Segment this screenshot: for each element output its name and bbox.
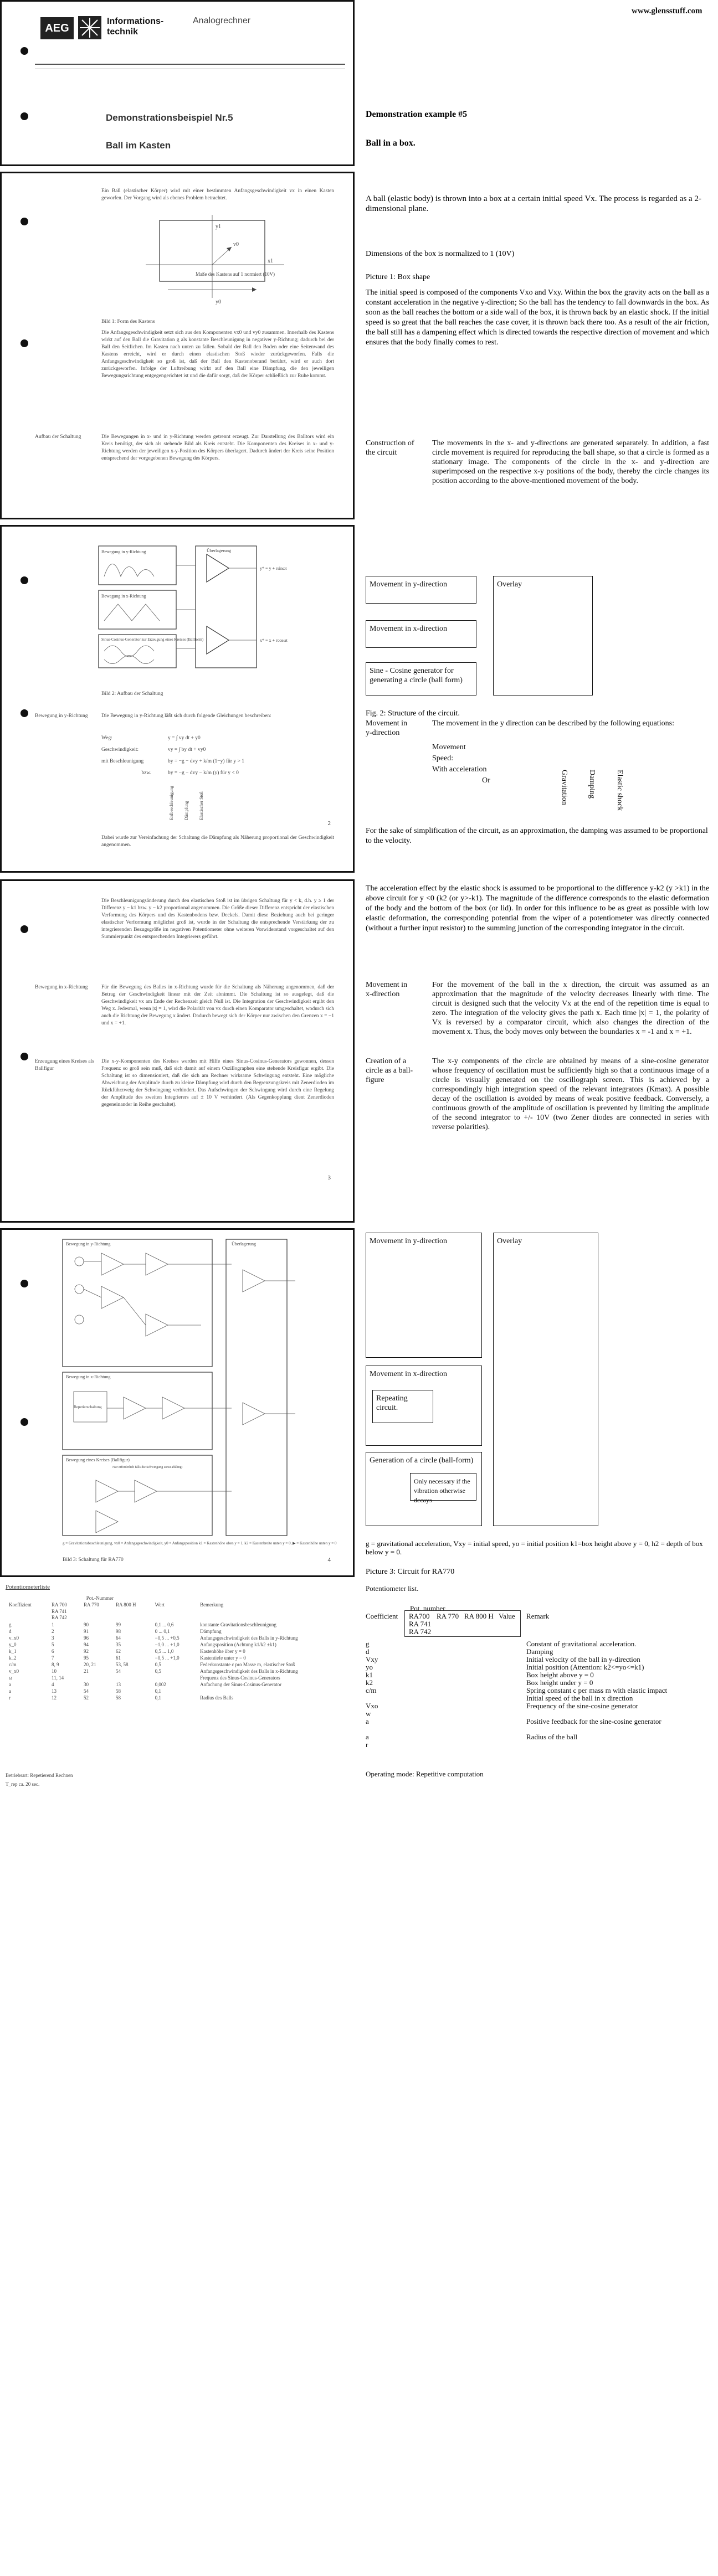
table-cell: 13: [115, 1682, 121, 1687]
en-circuit-xmove: Movement in x-direction: [366, 1366, 482, 1446]
table-cell: 91: [83, 1629, 89, 1634]
circuit-note-de: Nur erforderlich falls die Schwingung sonst abklingt: [112, 1466, 183, 1469]
table-cell: −0,5 ... +1,0: [155, 1655, 180, 1661]
table-cell: 0,5: [155, 1662, 161, 1667]
time-de: T_rep ca. 20 sec.: [6, 1781, 40, 1787]
title-en: Demonstration example #5: [366, 110, 468, 119]
en-coeff-item: k2: [366, 1678, 373, 1687]
table-row: [6, 1635, 349, 1641]
para2-de: Die Anfangsgeschwindigkeit setzt sich aus den Komponenten vx0 und vy0 zusammen. Innerhalb des Kastens wirkt auf den Ball die Gravitation g als konstante Beschleunigung in negativer y-Richtung; dadurch bei der Ball den Seitlichen. Im Kasten nach unten zu fallen. Sobald der Ball den Boden oder eine Seitenwand des Kastens erreicht, wird er durch einen elastischen Stoß wieder zurückgeworfen. Falls die Anfangsgeschwindigkeit so groß ist, daß der Ball den Kastenoberand berührt, wird er auch dort zurückgeworfen. Infolge der Luftreibung wirkt auf den Ball eine Dämpfung, die den jeweiligen Bewegungsrichtung entgegengerichtet ist und die dafür sorgt, daß der Körper schließlich zur Ruhe kommt.: [101, 330, 334, 379]
col-ra-1: RA 700: [52, 1602, 67, 1608]
simplify-de: Dabei wurde zur Vereinfachung der Schaltung die Dämpfung als Näherung proportional der Geschwindigkeit angenommen.: [101, 835, 334, 848]
table-cell: k_1: [9, 1648, 17, 1654]
table-cell: Anfangsgeschwindigkeit des Balls in y-Richtung: [200, 1635, 298, 1641]
table-cell: d: [9, 1629, 12, 1634]
ymove-label-en: Movement in y-direction: [366, 719, 408, 737]
punch-hole: [20, 47, 28, 55]
table-row: [6, 1628, 349, 1635]
table-row: [6, 1621, 349, 1628]
eq-beschl: by = −g − dvy + k/m (1−y) für y > 1: [168, 759, 244, 764]
en-coeff-item: c/m: [366, 1686, 377, 1694]
page-number: 2: [327, 820, 331, 827]
table-cell: 94: [83, 1642, 89, 1647]
eq-gesch-label: Geschwindigkeit:: [101, 747, 139, 753]
en-mode: Operating mode: Repetitive computation: [366, 1770, 484, 1778]
en-circuit-overlay: Overlay: [493, 1233, 598, 1526]
table-cell: 92: [83, 1648, 89, 1654]
table-cell: c/m: [9, 1662, 17, 1667]
table-cell: Anfangsgeschwindigkeit des Balls in x-Richtung: [200, 1668, 298, 1674]
circuit-legend-en: g = gravitational acceleration, Vxy = initial speed, yo = initial position k1=box height above y = 0, h2 = depth of box below y = 0.: [366, 1539, 703, 1556]
table-cell: 7: [52, 1655, 54, 1661]
table-cell: Kastentiefe unter y = 0: [200, 1655, 246, 1661]
en-remark-item: [526, 1710, 709, 1718]
table-cell: 5: [52, 1642, 54, 1647]
en-remark-item: Positive feedback for the sine-cosine generator: [526, 1717, 661, 1725]
simplify-en: For the sake of simplification of the circuit, as an approximation, the damping was assumed to be proportional to the velocity.: [366, 827, 708, 845]
eq-col-gravity-de: Erdbeschleunigung: [169, 786, 174, 820]
para2-en: The initial speed is composed of the components Vxo and Vxy. Within the box the gravity acts on the ball as a constant acceleration in the negative y-direction; So the ball has the tendency to fall downwards in the box. As soon as the ball reaches the bottom or a side wall of the box, it is thrown back by an elastic shock. If the initial speed is so great that the ball reaches the case cover, it is thrown back there too. As a result of the air friction, the ball still has a dampening effect which is directed towards the respective direction of movement and which ensures that the body finally comes to rest.: [366, 288, 709, 347]
eq-weg: y = ∫ vy dt + y0: [168, 735, 201, 741]
en-coeff-item: [366, 1694, 378, 1702]
table-cell: 6: [52, 1648, 54, 1654]
cover-page: [0, 0, 355, 166]
table-cell: y_0: [9, 1642, 17, 1647]
table-cell: −1,0 ... +1,0: [155, 1642, 180, 1647]
table-cell: 52: [83, 1695, 89, 1701]
circuit-ymove-de: Bewegung in y-Richtung: [66, 1241, 111, 1246]
subtitle-de: Ball im Kasten: [106, 140, 171, 151]
xmove-label-de: Bewegung in x-Richtung: [35, 985, 88, 990]
table-cell: Kastenhöhe über y = 0: [200, 1648, 245, 1654]
block1-label-de: Bewegung in y-Richtung: [101, 549, 146, 554]
ymove-label-de: Bewegung in y-Richtung: [35, 713, 88, 719]
table-cell: 0 ... 0,1: [155, 1629, 170, 1634]
table-cell: Radius des Balls: [200, 1695, 234, 1701]
table-cell: g: [9, 1622, 12, 1627]
en-col-ra-2: RA 770: [437, 1612, 459, 1620]
table-cell: 3: [52, 1635, 54, 1641]
en-circuit-ymove: Movement in y-direction: [366, 1233, 482, 1358]
circuit-legend-de: g = Gravitationsbeschleunigung, vx0 = Anfangsgeschwindigkeit, y0 = Anfangsposition k1 = Kastenhöhe oben y = 1, k2 = Kastenbreite unten y = 0, ▶ = Kastenhöhe unten y = 0: [63, 1541, 337, 1545]
eq-weg-label: Weg:: [101, 735, 112, 741]
col-ra-3: RA 800 H: [115, 1602, 136, 1608]
table-cell: 54: [115, 1668, 121, 1674]
eq-or-en: Or: [482, 776, 490, 785]
table-cell: 12: [52, 1695, 57, 1701]
intro-de: Ein Ball (elastischer Körper) wird mit einer bestimmten Anfangsgeschwindigkeit vx in einen Kasten geworfen. Der Vorgang wird als ebenes Problem betrachtet.: [101, 188, 334, 201]
ymove-de: Die Bewegung in y-Richtung läßt sich durch folgende Gleichungen beschreiben:: [101, 713, 271, 719]
table-cell: 0,5 ... 1,0: [155, 1648, 174, 1654]
table-cell: 54: [83, 1688, 89, 1694]
table-cell: 0,002: [155, 1682, 166, 1687]
table-row: [6, 1641, 349, 1648]
fig1-caption-de: Bild 1: Form des Kastens: [101, 319, 155, 324]
eq-bzw-label: bzw.: [141, 770, 151, 776]
en-remark-item: Spring constant c per mass m with elastic impact: [526, 1686, 668, 1694]
col-pot-de: Pot.-Nummer: [86, 1595, 114, 1601]
en-coeff-item: k1: [366, 1671, 373, 1679]
table-cell: 61: [115, 1655, 121, 1661]
table-cell: 90: [83, 1622, 89, 1627]
xmove-de: Für die Bewegung des Balles in x-Richtung wurde für die Schaltung als Näherung angenommen, daß der Betrag der Geschwindigkeit linear mit der Zeit abnimmt. Die Schaltung ist so ausgelegt, daß die Geschwindigkeit vx am Ende der Rechenzeit gleich Null ist. Die Integration der Geschwindigkeit ergibt den Weg x. Jedesmal, wenn |x| = 1, wird die Polarität von vx durch einen Komparator umgeschaltet, wodurch sich auch die Richtung der Bewegung x ändert. Dadurch bewegt sich der Körper nur zwischen den Grenzen x = −1 und x = +1.: [101, 985, 334, 1026]
table-cell: Federkonstante c pro Masse m, elastischer Stoß: [200, 1662, 295, 1667]
en-col-ra-sub-2: RA 742: [409, 1627, 432, 1636]
en-col-coeff: Coefficient: [366, 1612, 398, 1620]
punch-hole: [20, 339, 28, 347]
eq-accel-en: With acceleration: [432, 765, 487, 774]
en-remark-item: Initial velocity of the ball in y-direction: [526, 1655, 640, 1663]
fig3-caption-de: Bild 3: Schaltung für RA770: [63, 1557, 124, 1563]
table-row: [6, 1648, 349, 1655]
table-cell: −0,5 ... +0,5: [155, 1635, 180, 1641]
title-de: Demonstrationsbeispiel Nr.5: [106, 112, 233, 123]
table-cell: Anfangsposition (Achtung k1/k2 ±k1): [200, 1642, 276, 1647]
en-remark-item: Radius of the ball: [526, 1733, 578, 1741]
out-y: y* = y + rsinωt: [260, 566, 287, 571]
en-col-pot: Pot. number: [410, 1604, 445, 1612]
en-coeff-item: yo: [366, 1663, 373, 1671]
fig3-caption-en: Picture 3: Circuit for RA770: [366, 1568, 455, 1576]
table-cell: Frequenz des Sinus-Cosinus-Generators: [200, 1675, 280, 1681]
en-circuit-circle: Generation of a circle (ball-form): [366, 1452, 482, 1526]
en-col-ra-1: RA700: [409, 1612, 430, 1620]
table-cell: 30: [83, 1682, 89, 1687]
table-cell: 0,1 ... 0,6: [155, 1622, 174, 1627]
cover-rule: [35, 64, 345, 69]
table-title-de: Potentiometerliste: [6, 1584, 50, 1590]
en-col-value: Value: [499, 1612, 515, 1620]
en-remark-item: Initial speed of the ball in x direction: [526, 1694, 633, 1702]
en-remark-item: Box height above y = 0: [526, 1671, 594, 1679]
label-x1: x1: [268, 258, 273, 264]
en-table: [366, 1585, 709, 1795]
table-cell: Anfachung der Sinus-Cosinus-Generator: [200, 1682, 282, 1687]
overlay-label-de: Überlagerung: [207, 548, 231, 553]
en-col-ra-3: RA 800 H: [464, 1612, 494, 1620]
col-ra-sub-1: RA 741: [52, 1609, 67, 1614]
table-cell: a: [9, 1688, 11, 1694]
col-gravity-en: Gravitation: [560, 770, 568, 805]
page-number: 3: [327, 1174, 331, 1181]
table-cell: 96: [83, 1635, 89, 1641]
en-remark-item: Frequency of the sine-cosine generator: [526, 1702, 639, 1710]
eq-movement-en: Movement: [432, 743, 466, 751]
eq-col-shock-de: Elastischer Stoß: [199, 791, 204, 820]
table-cell: 62: [115, 1648, 121, 1654]
label-v0: v0: [233, 241, 239, 248]
en-header-frame: [404, 1610, 521, 1637]
en-coeff-item: Vxo: [366, 1702, 378, 1710]
structure-diagram: [96, 543, 340, 682]
eq-bzw: by = −g − dvy − k/m (y) für y < 0: [168, 770, 239, 776]
col-bem-de: Bemerkung: [200, 1602, 224, 1608]
picture1-en: Picture 1: Box shape: [366, 273, 430, 281]
table-cell: v_x0: [9, 1668, 19, 1674]
punch-hole: [20, 709, 28, 717]
brand-line-2: technik: [107, 27, 139, 37]
para1-de: Die Beschleunigungsänderung durch den elastischen Stoß ist im übrigen Schaltung für y < k, d.h. y ≥ 1 der Differenz y − k1 bzw. y − k2 proportional angenommen. Die Größe dieser Differenz entspricht der elastischen Verformung des Körpers und des Kastenbodens bzw. Deckels. Damit diese Beziehung auch bei geringer elastischer Verformung möglichst groß ist, wurde in der Schaltung die entsprechende Verstärkung der zu integrierenden Bezugsgröße im negativen Potentiometer ohne weiteren Vorwiderstand vorgeschaltet auf den Summierpunkt des entsprechenden Integrierers geführt.: [101, 898, 334, 940]
table-cell: 13: [52, 1688, 57, 1694]
circuit-circle-de: Bewegung eines Kreises (Ballfigur): [66, 1457, 130, 1462]
product-name: Analogrechner: [193, 16, 251, 25]
circuit-overlay-de: Überlagerung: [232, 1241, 256, 1246]
table-cell: 4: [52, 1682, 54, 1687]
aeg-logo: AEG: [40, 17, 74, 39]
table-cell: 8, 9: [52, 1662, 59, 1667]
aeg-emblem-icon: [77, 15, 102, 40]
table-row: [6, 1694, 349, 1701]
box-shape-figure: [101, 215, 334, 312]
table-cell: 95: [83, 1655, 89, 1661]
block2-label-de: Bewegung in x-Richtung: [101, 594, 146, 599]
brand-line-1: Informations-: [107, 17, 164, 26]
table-row: [6, 1655, 349, 1661]
subtitle-en: Ball in a box.: [366, 138, 416, 148]
fig2-caption-de: Bild 2: Aufbau der Schaltung: [101, 691, 163, 697]
table-cell: 11, 14: [52, 1675, 64, 1681]
table-cell: v_x0: [9, 1635, 19, 1641]
col-wert-de: Wert: [155, 1602, 165, 1608]
table-cell: 35: [115, 1642, 121, 1647]
table-row: [6, 1668, 349, 1675]
aufbau-de: Die Bewegungen in x- und in y-Richtung werden getrennt erzeugt. Zur Darstellung des Balltors wird ein Kreis benötigt, der sich als stehende Bild als Kreis entsteht. Die Komponenten des Kreises in x- und y-Richtung werden der jeweiligen x-y-Position des Körpers überlagert. Dadurch ändert der Kreis seine Position entsprechend der vorgegebenen Bewegung des Körpers.: [101, 434, 334, 461]
en-circuit-note: Only necessary if the vibration otherwise decays: [410, 1473, 476, 1501]
scan-page-5: [0, 1584, 355, 1794]
en-box-overlay: Overlay: [493, 576, 593, 695]
en-coeff-item: [366, 1725, 378, 1733]
en-box-xmove: Movement in x-direction: [366, 620, 476, 648]
en-coeff-item: d: [366, 1647, 370, 1656]
col-shock-en: Elastic shock: [616, 770, 624, 811]
col-koeff-de: Koeffizient: [9, 1602, 32, 1608]
table-cell: [80, 1675, 112, 1681]
scan-page-4: [0, 1228, 355, 1577]
table-row: [6, 1661, 349, 1668]
table-cell: 58: [115, 1695, 121, 1701]
table-cell: 64: [115, 1635, 121, 1641]
table-cell: 0,5: [155, 1668, 161, 1674]
en-coeff-item: a: [366, 1733, 369, 1741]
en-coeff-item: Vxy: [366, 1655, 378, 1663]
punch-hole: [20, 576, 28, 584]
circle-en: The x-y components of the circle are obtained by means of a sine-cosine generator whose frequency of oscillation must be sufficiently high so that a continuous image of a circle is visually generated on the oscillograph screen. This is achieved by a correspondingly high integration speed of the relevant integrators (Kmax). A possible decay of the oscillation is avoided by means of weak positive feedback. Conversely, a continuous growth of the amplitude of oscillation is prevented by limiting the amplitude of the second integrator to +/- 10V (two Zener diodes are connected in series with reverse polarities).: [432, 1057, 709, 1131]
ymove-en: The movement in the y direction can be described by the following equations:: [432, 719, 674, 728]
en-box-sine: Sine - Cosine generator for generating a circle (ball form): [366, 662, 476, 695]
en-box-ymove: Movement in y-direction: [366, 576, 476, 604]
site-url[interactable]: www.glensstuff.com: [632, 7, 702, 16]
en-circuit-repeat: Repeating circuit.: [372, 1390, 433, 1423]
page-number: 4: [327, 1557, 331, 1563]
table-row: [6, 1688, 349, 1694]
table-cell: 10: [52, 1668, 57, 1674]
mode-de: Betriebsart: Repetierend Rechnen: [6, 1773, 73, 1778]
para1-en: The acceleration effect by the elastic shock is assumed to be proportional to the difference y-k2 (y >k1) in the above circuit for y <0 (k2 (or y>-k1). The magnitude of the difference corresponds to the elastic deformation of the body and the bottom of the box (or lid). In order for this influence to be as great as possible with low elastic deformation, the corresponding potential from the wiper of a potentiometer was directly connected (without a further input resistor) to the summing junction of the corresponding integrator in the circuit.: [366, 884, 709, 932]
punch-hole: [20, 1418, 28, 1426]
punch-hole: [20, 1280, 28, 1287]
construction-en: The movements in the x- and y-directions are generated separately. In addition, a fast circle movement is required for reproducing the ball shape, so that a circle is formed as a stationary image. The components of the circle in the x- and y-direction are superimposed on the respective x-y positions of the body, thereby the circle changes its position according to the above-mentioned movement of the body.: [432, 439, 709, 485]
en-remark-item: [526, 1725, 709, 1733]
table-cell: [112, 1675, 152, 1681]
construction-label-en: Construction of the circuit: [366, 439, 414, 457]
scan-page-2: [0, 525, 355, 873]
en-remark-item: Damping: [526, 1647, 553, 1656]
en-coeff-item: w: [366, 1709, 371, 1718]
circle-label-en: Creation of a circle as a ball-figure: [366, 1057, 413, 1084]
col-damping-en: Damping: [588, 770, 596, 799]
eq-speed-en: Speed:: [432, 754, 454, 763]
en-coeff-item: a: [366, 1717, 369, 1725]
circuit-repeat-de: Repetierschaltung: [74, 1405, 102, 1409]
scan-page-3: [0, 879, 355, 1223]
out-x: x* = x + rcosωt: [260, 638, 288, 643]
circle-label-de: Erzeugung eines Kreises als Ballfigur: [35, 1059, 94, 1071]
table-cell: 53, 58: [115, 1662, 129, 1667]
table-cell: 99: [115, 1622, 121, 1627]
table-cell: k_2: [9, 1655, 17, 1661]
dimensions-en: Dimensions of the box is normalized to 1 (10V): [366, 250, 515, 258]
en-table-title: Potentiometer list.: [366, 1584, 419, 1593]
en-remark-item: Initial position (Attention: k2<=yo<=k1): [526, 1663, 644, 1671]
table-cell: 0,1: [155, 1695, 161, 1701]
table-cell: 98: [115, 1629, 121, 1634]
eq-gesch: vy = ∫ by dt + vy0: [168, 747, 206, 753]
col-ra-sub-2: RA 742: [52, 1615, 67, 1620]
table-row: [6, 1681, 349, 1688]
table-cell: [197, 1688, 349, 1694]
en-coeff-item: g: [366, 1640, 370, 1648]
xmove-en: For the movement of the ball in the x direction, the circuit was assumed as an approximation that the magnitude of the velocity decreases linearly with time. The circuit is designed such that the velocity Vx at the end of the repetition time is equal to zero. The integration of the velocity gives the path x. Each time |x| = 1, the polarity of Vx is reversed by a comparator circuit, which also changes the direction of the movement x. Thus, the body moves only between the boundaries x = -1 and x = +1.: [432, 981, 709, 1036]
xmove-label-en: Movement in x-direction: [366, 981, 408, 998]
label-y1: y1: [216, 224, 221, 230]
table-cell: ω: [9, 1675, 12, 1681]
table-cell: 0,1: [155, 1688, 161, 1694]
table-cell: 20, 21: [83, 1662, 96, 1667]
aufbau-label-de: Aufbau der Schaltung: [35, 434, 81, 440]
fig2-caption-en: Fig. 2: Structure of the circuit.: [366, 709, 460, 718]
punch-hole: [20, 925, 28, 933]
intro-en: A ball (elastic body) is thrown into a box at a certain initial speed Vx. The process is regarded as a 2-dimensional plane.: [366, 194, 701, 213]
table-row: [6, 1675, 349, 1681]
col-ra-2: RA 770: [83, 1602, 99, 1608]
table-cell: [152, 1675, 197, 1681]
eq-col-damping-de: Dämpfung: [184, 801, 189, 820]
circle-de: Die x-y-Komponenten des Kreises werden mit Hilfe eines Sinus-Cosinus-Generators gewonnen, dessen Frequenz so groß sein muß, daß sich damit auf einem Oszillographen eine stehende Kreisfigur ergibt. Die Schaltung ist so dimensioniert, daß die sich am Rechner wirksame Schwingung entsteht. Eine mögliche Abweichung der Amplitude durch zu kleine Dämpfung wird durch den Begrenzungskreis mit Zenerdioden im Rückführzweig der Schwingung verhindert. Das Aufschwingen der Schwingung wird durch eine Regelung der Amplitude des zweiten Integrierers auf ± 10 V verhindert. (Als Gegenkopplung dient Zenerdioden gegeneinander in Reihe geschaltet).: [101, 1059, 334, 1107]
table-cell: 2: [52, 1629, 54, 1634]
table-cell: 58: [115, 1688, 121, 1694]
en-remark-item: Box height under y = 0: [526, 1678, 593, 1687]
punch-hole: [20, 218, 28, 225]
en-col-remark: Remark: [526, 1612, 550, 1620]
punch-hole: [20, 1053, 28, 1060]
circuit-xmove-de: Bewegung in x-Richtung: [66, 1374, 111, 1379]
eq-beschl-label: mit Beschleunigung: [101, 759, 144, 764]
en-col-ra-sub-1: RA 741: [409, 1620, 432, 1628]
table-cell: Dämpfung: [200, 1629, 222, 1634]
block3-label-de: Sinus-Cosinus-Generator zur Erzeugung eines Kreises (Ballform): [101, 637, 204, 642]
table-cell: a: [9, 1682, 11, 1687]
table-cell: r: [9, 1695, 11, 1701]
punch-hole: [20, 112, 28, 120]
pot-table-de: [6, 1595, 349, 1701]
table-cell: 1: [52, 1622, 54, 1627]
scan-page-1: [0, 172, 355, 519]
label-y0: y0: [216, 299, 221, 305]
en-coeff-item: r: [366, 1740, 368, 1749]
box-dim-note-de: Maße des Kastens auf 1 normiert (10V): [196, 271, 275, 277]
table-cell: 21: [83, 1668, 89, 1674]
table-cell: konstante Gravitationsbeschleunigung: [200, 1622, 276, 1627]
circuit-diagram: [40, 1237, 351, 1563]
en-remark-item: Constant of gravitational acceleration.: [526, 1640, 637, 1648]
